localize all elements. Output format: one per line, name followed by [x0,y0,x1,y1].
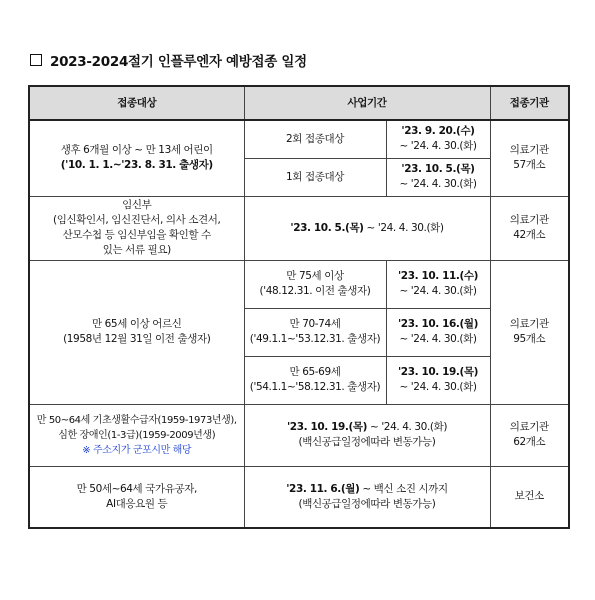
cell-sub-label: 만 65-69세 ('54.1.1~'58.12.31. 출생자) [244,356,386,404]
title-text: 2023-2024절기 인플루엔자 예방접종 일정 [50,54,307,70]
cell-sub-period: '23. 10. 5.(목) ~ '24. 4. 30.(화) [386,158,490,196]
cell-sub-label: 2회 접종대상 [244,120,386,158]
cell-sub-label: 만 75세 이상 ('48.12.31. 이전 출생자) [244,260,386,308]
cell-sub-period: '23. 10. 16.(월) ~ '24. 4. 30.(화) [386,308,490,356]
cell-sub-label: 만 70-74세 ('49.1.1~'53.12.31. 출생자) [244,308,386,356]
table-row [29,120,569,158]
checkbox-square-icon [30,54,42,66]
cell-sub-period: '23. 10. 19.(목) ~ '24. 4. 30.(화) [386,356,490,404]
table-row [29,196,569,260]
header-row [29,86,569,120]
cell-institution: 보건소 [490,466,569,528]
page-title [30,50,307,70]
table-row [29,466,569,528]
cell-sub-period: '23. 10. 11.(수) ~ '24. 4. 30.(화) [386,260,490,308]
table-row [29,260,569,308]
cell-target-welfare: 만 50~64세 기초생활수급자(1959-1973년생), 심한 장애인(1-3급)(1959-2009년생) ※ 주소지가 군포시만 해당 [29,404,244,466]
cell-target-child: 생후 6개월 이상 ~ 만 13세 어린이 ('10. 1. 1.~'23. 8. 31. 출생자) [29,120,244,196]
cell-institution: 의료기관 95개소 [490,260,569,404]
cell-institution: 의료기관 62개소 [490,404,569,466]
header-institution: 접종기관 [490,86,569,120]
header-period: 사업기간 [244,86,490,120]
cell-period-pregnant: '23. 10. 5.(목) ~ '24. 4. 30.(화) [244,196,490,260]
header-target: 접종대상 [29,86,244,120]
cell-institution: 의료기관 57개소 [490,120,569,196]
cell-sub-period: '23. 9. 20.(수) ~ '24. 4. 30.(화) [386,120,490,158]
cell-target-elderly: 만 65세 이상 어르신 (1958년 12월 31일 이전 출생자) [29,260,244,404]
cell-institution: 의료기관 42개소 [490,196,569,260]
cell-period-welfare: '23. 10. 19.(목) ~ '24. 4. 30.(화) (백신공급일정에따라 변동가능) [244,404,490,466]
vaccination-schedule-table [28,85,570,529]
cell-sub-label: 1회 접종대상 [244,158,386,196]
cell-target-pregnant: 임신부 (임신확인서, 임신진단서, 의사 소견서, 산모수첩 등 임신부임을 확인할 수 있는 서류 필요) [29,196,244,260]
cell-period-veteran: '23. 11. 6.(월) ~ 백신 소진 시까지 (백신공급일정에따라 변동가능) [244,466,490,528]
cell-target-veteran: 만 50세~64세 국가유공자, AI대응요원 등 [29,466,244,528]
table-row [29,404,569,466]
